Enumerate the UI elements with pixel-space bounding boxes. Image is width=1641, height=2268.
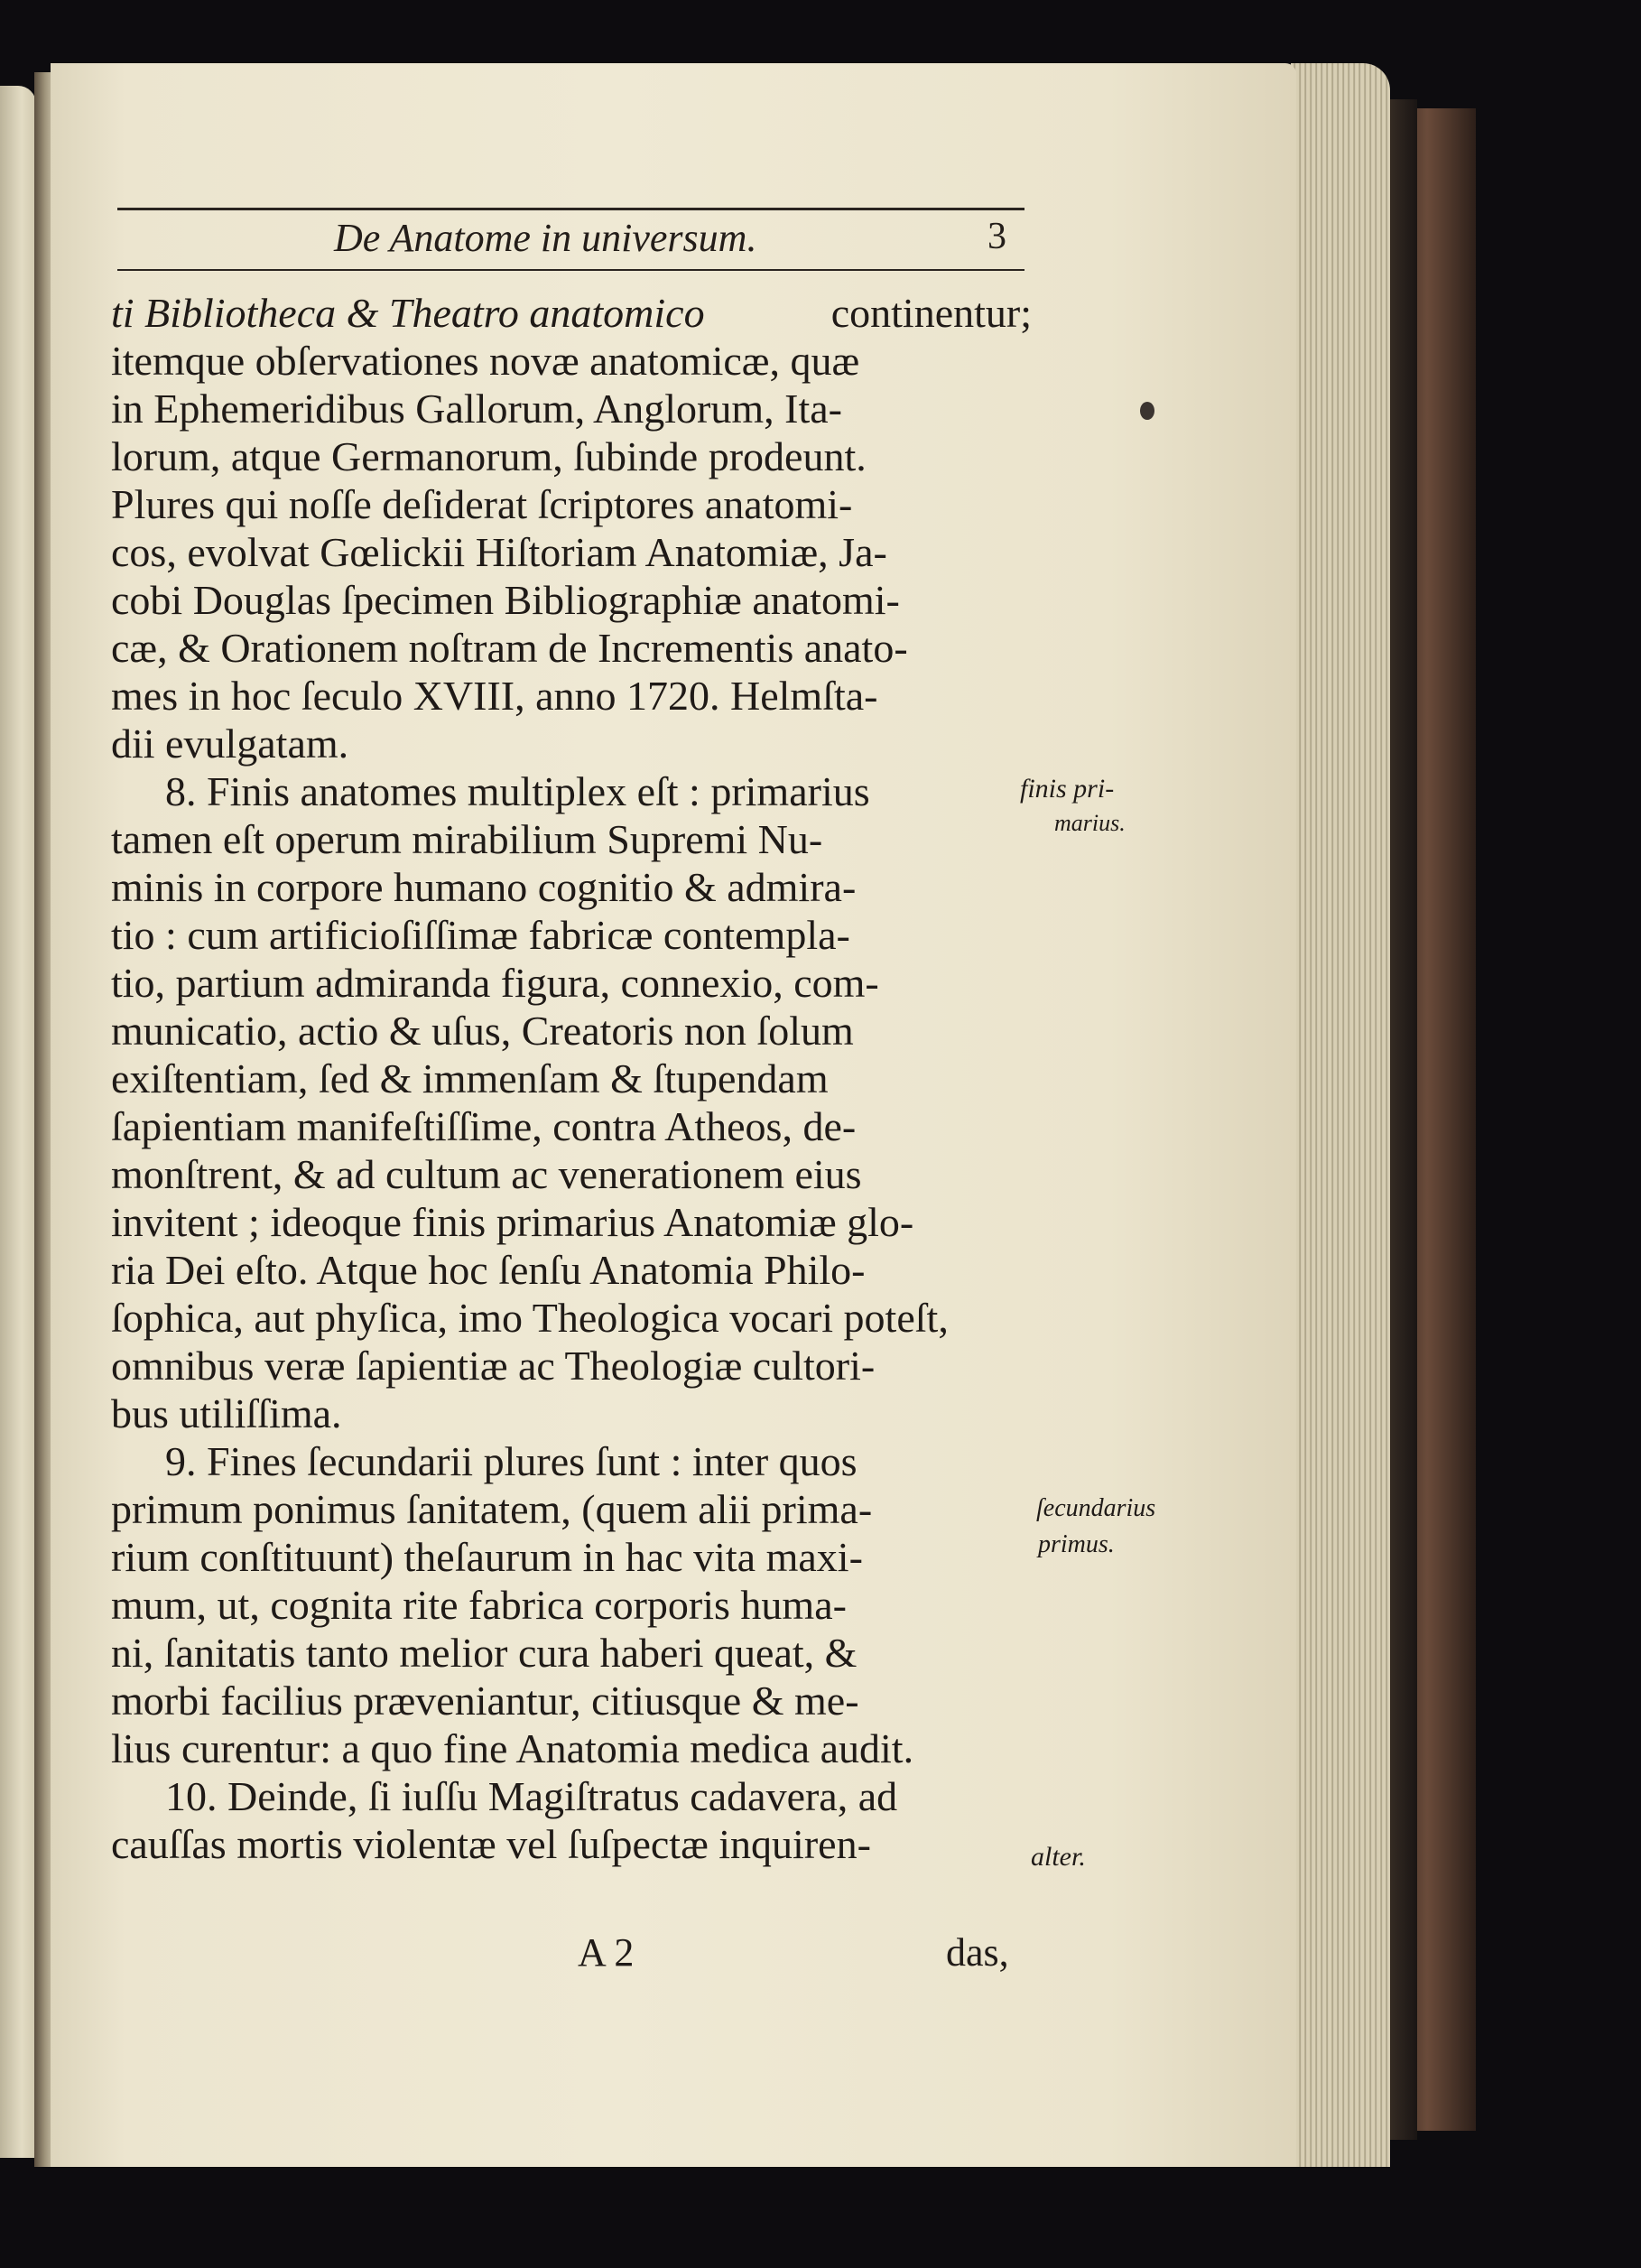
margin-note-primus: primus. <box>1038 1530 1115 1558</box>
text-line: 10. Deinde, ſi iuſſu Magiſtratus cadavera, ad <box>165 1773 898 1819</box>
previous-page-edge <box>0 86 36 2158</box>
running-head <box>117 208 1024 271</box>
text-line: cauſſas mortis violentæ vel ſuſpectæ inquiren- <box>111 1821 871 1867</box>
text-line: lius curentur: a quo fine Anatomia medica audit. <box>111 1725 914 1771</box>
text-line: monſtrent, & ad cultum ac venerationem eius <box>111 1151 862 1197</box>
text-line: dii evulgatam. <box>111 720 349 767</box>
text-line: mum, ut, cognita rite fabrica corporis huma- <box>111 1582 847 1628</box>
margin-note-finis-primarius-cont: marius. <box>1054 810 1126 836</box>
margin-note-secundarius: ſecundarius <box>1036 1494 1156 1522</box>
text-line: lorum, atque Germanorum, ſubinde prodeunt. <box>111 433 867 479</box>
text-line: ria Dei eſto. Atque hoc ſenſu Anatomia Philo- <box>111 1247 866 1293</box>
text-line: mes in hoc ſeculo XVIII, anno 1720. Helmſta- <box>111 673 878 719</box>
text-line: cos, evolvat Gœlickii Hiſtoriam Anatomiæ, Ja- <box>111 529 887 575</box>
text-line: itemque obſervationes novæ anatomicæ, quæ <box>111 338 860 384</box>
text-line: cobi Douglas ſpecimen Bibliographiæ anatomi- <box>111 577 900 623</box>
body-text <box>111 289 1032 1868</box>
text-line: invitent ; ideoque finis primarius Anatomiæ glo- <box>111 1199 914 1245</box>
text-line: minis in corpore humano cognitio & admira- <box>111 864 857 910</box>
running-head-title: De Anatome in universum. <box>334 216 757 260</box>
text-line: municatio, actio & uſus, Creatoris non ſolum <box>111 1008 854 1054</box>
text-line: ſapientiam manifeſtiſſime, contra Atheos, de- <box>111 1103 857 1149</box>
text-line: 8. Finis anatomes multiplex eſt : primarius <box>165 768 870 814</box>
text-line: rium conſtituunt) theſaurum in hac vita maxi- <box>111 1534 863 1580</box>
ink-spot <box>1140 402 1154 420</box>
text-line: primum ponimus ſanitatem, (quem alii prima- <box>111 1486 873 1532</box>
text-line: exiſtentiam, ſed & immenſam & ſtupendam <box>111 1055 829 1101</box>
head-rule-bottom <box>117 269 1024 271</box>
stacked-page-edges <box>1291 63 1390 2167</box>
text-line: Plures qui noſſe deſiderat ſcriptores anatomi- <box>111 481 853 527</box>
margin-note-alter: alter. <box>1031 1842 1086 1872</box>
text-line: morbi facilius præveniantur, citiusque & me- <box>111 1678 859 1724</box>
text-line: ti Bibliotheca & Theatro anatomico continentur; <box>111 290 1032 336</box>
margin-note-finis-primarius: finis pri- <box>1020 774 1115 804</box>
text-line: tio : cum artificioſiſſimæ fabricæ contempla- <box>111 912 850 958</box>
text-line: bus utiliſſima. <box>111 1390 342 1436</box>
signature-mark: A 2 <box>578 1930 635 1975</box>
text-line: 9. Fines ſecundarii plures ſunt : inter quos <box>165 1438 858 1484</box>
text-line: tio, partium admiranda figura, connexio, com- <box>111 960 879 1006</box>
text-line: omnibus veræ ſapientiæ ac Theologiæ cultori- <box>111 1343 876 1389</box>
text-line: ſophica, aut phyſica, imo Theologica vocari poteſt, <box>111 1295 949 1341</box>
text-line: cæ, & Orationem noſtram de Incrementis anato- <box>111 625 908 671</box>
text-line: ni, ſanitatis tanto melior cura haberi queat, & <box>111 1630 858 1676</box>
page-number: 3 <box>987 216 1006 257</box>
catchword: das, <box>946 1930 1009 1975</box>
text-line: tamen eſt operum mirabilium Supremi Nu- <box>111 816 823 862</box>
head-rule-top <box>117 208 1024 210</box>
text-line: in Ephemeridibus Gallorum, Anglorum, Ita- <box>111 386 842 432</box>
